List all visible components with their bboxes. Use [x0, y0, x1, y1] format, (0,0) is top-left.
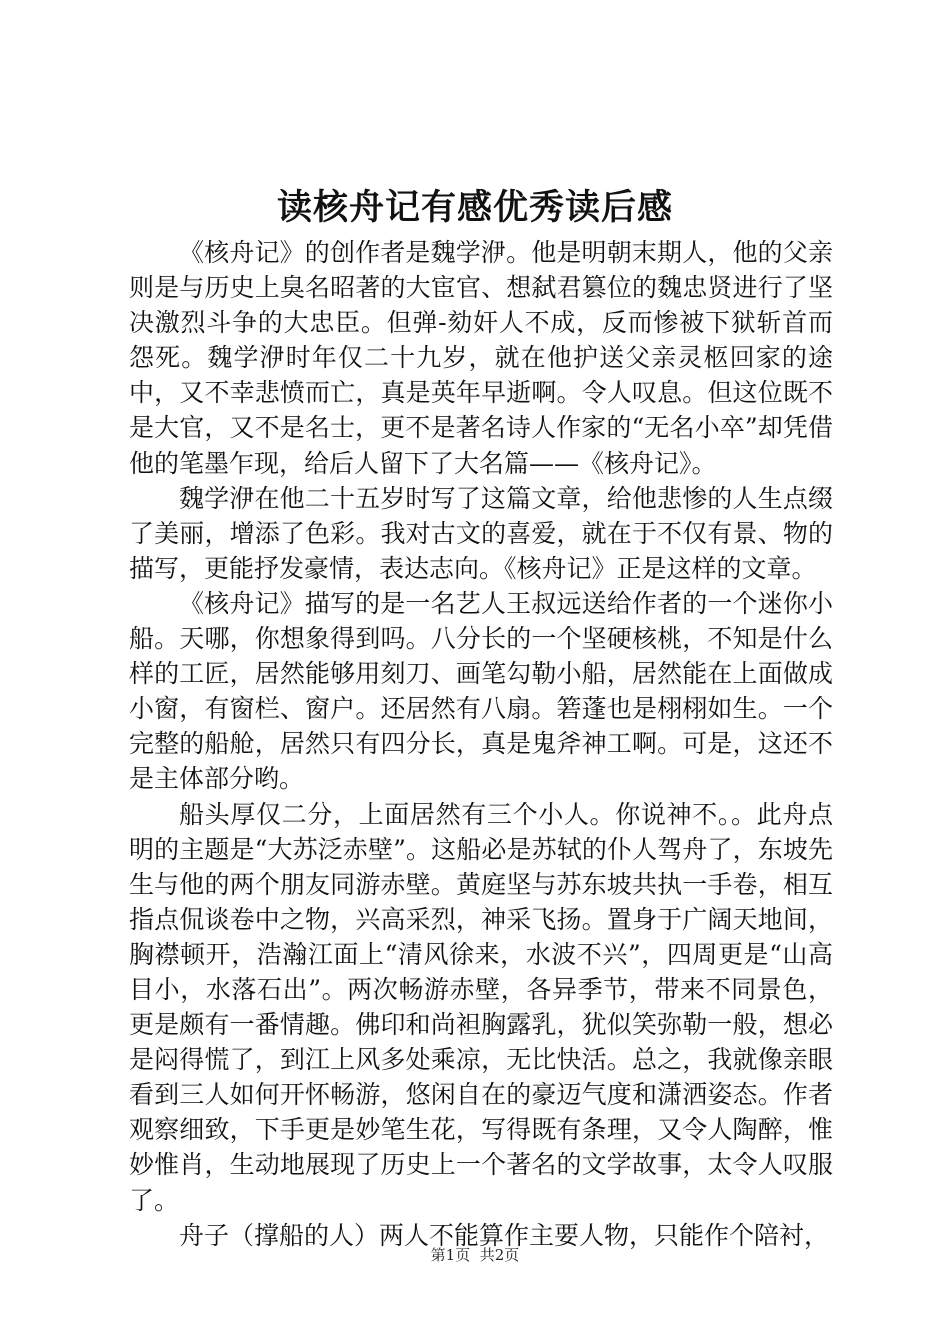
page-number-total: 共2页 — [479, 1246, 520, 1264]
paragraph-4: 船头厚仅二分，上面居然有三个小人。你说神不。。此舟点明的主题是“大苏泛赤壁”。这船必是苏轼的仆人驾舟了，东坡先生与他的两个朋友同游赤壁。黄庭坚与苏东坡共执一手卷，相互指点侃谈卷中之物，兴高采烈，神采飞扬。置身于广阔天地间，胸襟顿开，浩瀚江面上“清风徐来，水波不兴”，四周更是“山高目小，水落石出”。两次畅游赤壁，各异季节，带来不同景色，更是颇有一番情趣。佛印和尚袒胸露乳，犹似笑弥勒一般，想必是闷得慌了，到江上风多处乘凉，无比快活。总之，我就像亲眼看到三人如何开怀畅游，悠闲自在的豪迈气度和潇洒姿态。作者观察细致，下手更是妙笔生花，写得既有条理，又令人陶醉，惟妙惟肖，生动地展现了历史上一个著名的文学故事，太令人叹服了。 — [129, 799, 833, 1215]
document-body — [129, 235, 833, 1253]
paragraph-5: 舟子（撑船的人）两人不能算作主要人物，只能作个陪衬， — [179, 1220, 830, 1250]
paragraph-2: 魏学洢在他二十五岁时写了这篇文章，给他悲惨的人生点缀了美丽，增添了色彩。我对古文的喜爱，就在于不仅有景、物的描写，更能抒发豪情，表达志向。《核舟记》正是这样的文章。 — [129, 483, 833, 583]
page-footer — [0, 1244, 950, 1266]
page-number-current: 第1页 — [430, 1246, 471, 1264]
paragraph-3: 《核舟记》描写的是一名艺人王叔远送给作者的一个迷你小船。天哪，你想象得到吗。八分长的一个坚硬核桃，不知是什么样的工匠，居然能够用刻刀、画笔勾勒小船，居然能在上面做成小窗，有窗栏、窗户。还居然有八扇。箬蓬也是栩栩如生。一个完整的船舱，居然只有四分长，真是鬼斧神工啊。可是，这还不是主体部分哟。 — [129, 588, 833, 794]
document-title: 读核舟记有感优秀读后感 — [276, 187, 673, 228]
paragraph-1: 《核舟记》的创作者是魏学洢。他是明朝末期人，他的父亲则是与历史上臭名昭著的大宦官、想弑君篡位的魏忠贤进行了坚决激烈斗争的大忠臣。但弹-劾奸人不成，反而惨被下狱斩首而怨死。魏学洢时年仅二十九岁，就在他护送父亲灵柩回家的途中，又不幸悲愤而亡，真是英年早逝啊。令人叹息。但这位既不是大官，又不是名士，更不是著名诗人作家的“无名小卒”却凭借他的笔墨乍现，给后人留下了大名篇——《核舟记》。 — [129, 238, 833, 478]
